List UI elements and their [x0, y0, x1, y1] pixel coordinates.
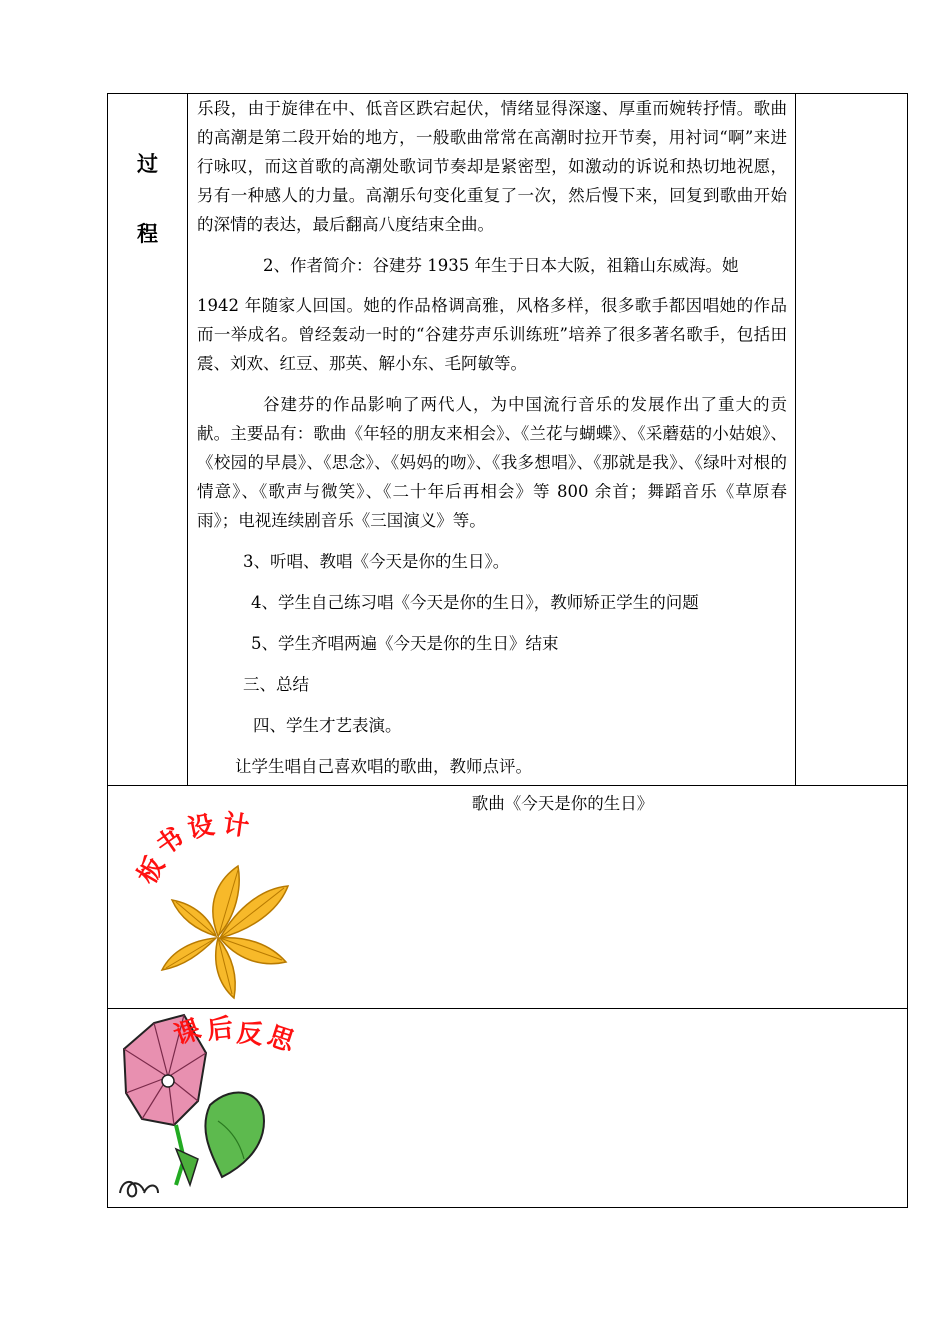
- process-label-char-2: 程: [137, 222, 158, 246]
- svg-text:反: 反: [235, 1018, 265, 1051]
- lesson-plan-table: [107, 93, 908, 1208]
- author-intro-paragraph: 1942 年随家人回国。她的作品格调高雅，风格多样，很多歌手都因唱她的作品而一举成名。曾经轰动一时的“谷建芬声乐训练班”培养了很多著名歌手，包括田震、刘欢、红豆、那英、解小东、毛阿敏等。: [197, 296, 787, 373]
- notes-cell: [796, 94, 908, 786]
- song-title: 歌曲《今天是你的生日》: [471, 794, 654, 813]
- svg-text:书: 书: [150, 822, 190, 862]
- process-label-cell: [108, 94, 188, 786]
- svg-text:计: 计: [221, 809, 251, 843]
- step-5-item: 5、学生齐唱两遍《今天是你的生日》结束: [251, 634, 559, 653]
- svg-text:思: 思: [263, 1021, 298, 1058]
- board-design-cell: [108, 786, 908, 1009]
- step-3-item: 3、听唱、教唱《今天是你的生日》。: [243, 552, 510, 571]
- board-design-row: [108, 786, 908, 1009]
- step-4-item: 4、学生自己练习唱《今天是你的生日》，教师矫正学生的问题: [251, 593, 699, 612]
- talent-show-heading: 四、学生才艺表演。: [253, 716, 402, 735]
- reflection-row: [108, 1009, 908, 1208]
- svg-text:设: 设: [185, 810, 217, 845]
- svg-text:板: 板: [132, 851, 172, 890]
- works-paragraph: 谷建芬的作品影响了两代人，为中国流行音乐的发展作出了重大的贡献。主要品有：歌曲《年轻的朋友来相会》、《兰花与蝴蝶》、《采蘑菇的小姑娘》、《校园的早晨》、《思念》、《妈妈的吻》、《我多想唱》、《那就是我》、《绿叶对根的情意》、《歌声与微笑》、《二十年后再相会》等 800 余首；舞蹈音乐《草原春雨》；电视连续剧音乐《三国演义》等。: [197, 395, 787, 530]
- morning-glory-clipart-icon: [114, 1009, 314, 1205]
- summary-heading: 三、总结: [243, 675, 309, 694]
- svg-text:课: 课: [170, 1014, 205, 1052]
- leaf-clipart-icon: [132, 809, 316, 1002]
- process-label-char-1: 过: [137, 152, 158, 176]
- reflection-cell: [108, 1009, 908, 1208]
- melody-analysis-paragraph: 乐段，由于旋律在中、低音区跌宕起伏，情绪显得深邃、厚重而婉转抒情。歌曲的高潮是第二段开始的地方，一般歌曲常常在高潮时拉开节奏，用衬词“啊”来进行咏叹，而这首歌的高潮处歌词节奏却是紧密型，如激动的诉说和热切地祝愿，另有一种感人的力量。高潮乐句变化重复了一次，然后慢下来，回复到歌曲开始的深情的表达，最后翻高八度结束全曲。: [197, 99, 787, 234]
- svg-text:后: 后: [205, 1013, 235, 1046]
- process-row: [108, 94, 908, 786]
- process-content-cell: [188, 94, 796, 786]
- closing-instruction: 让学生唱自己喜欢唱的歌曲，教师点评。: [235, 757, 532, 776]
- author-intro-first-line: 2、作者简介：谷建芬 1935 年生于日本大阪，祖籍山东威海。她: [263, 256, 739, 275]
